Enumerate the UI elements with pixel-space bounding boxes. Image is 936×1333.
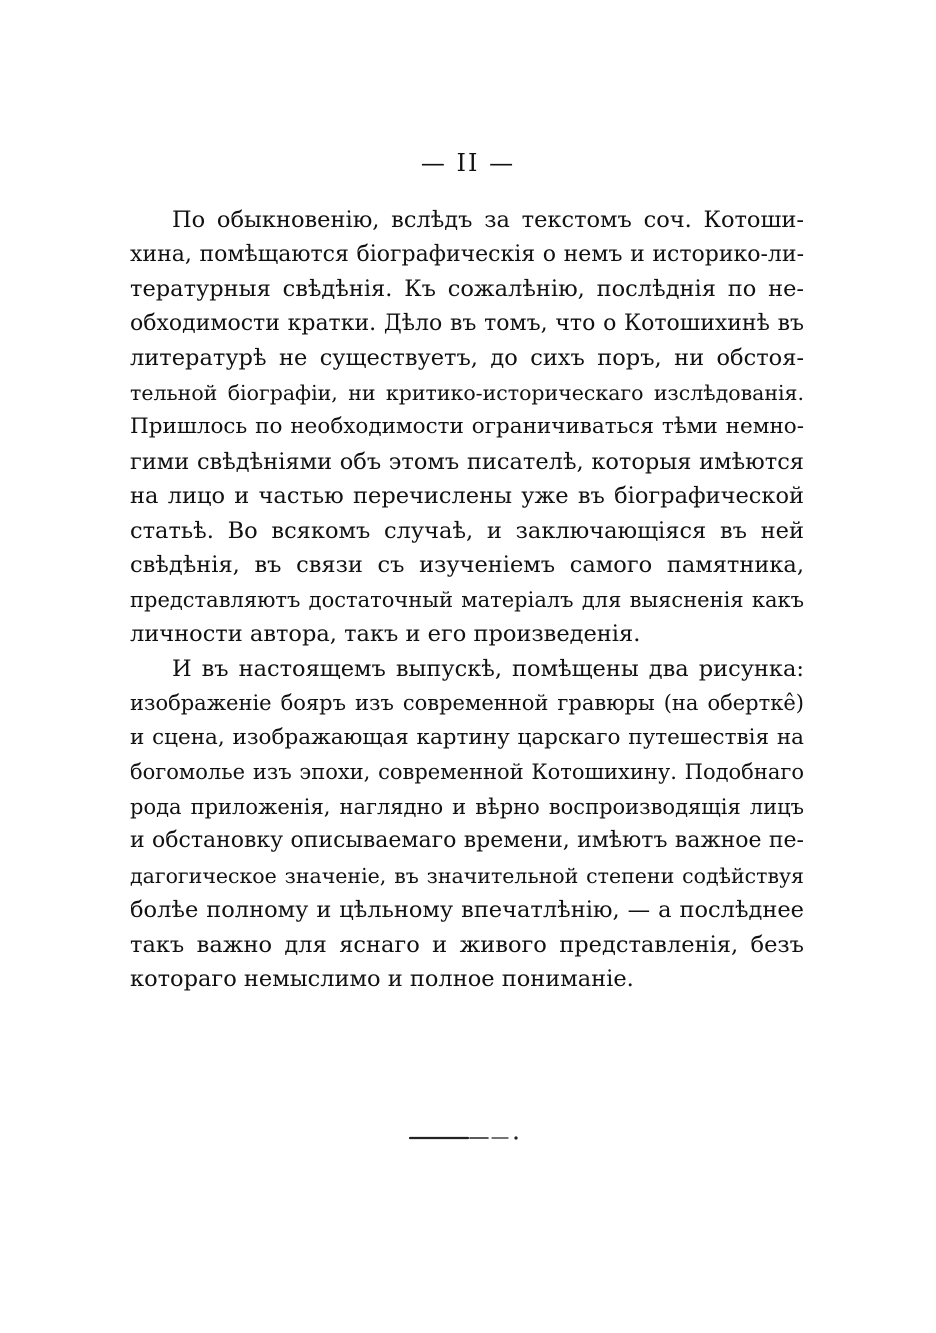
body-text	[130, 203, 804, 997]
text-line: рода приложенія, наглядно и вѣрно воспроизводящія лицъ	[130, 794, 804, 819]
text-line: обходимости кратки. Дѣло въ томъ, что о Котошихинѣ въ	[130, 310, 804, 336]
paragraph-1	[130, 203, 804, 652]
text-line: По обыкновенію, вслѣдъ за текстомъ соч. Котоши-	[172, 207, 804, 233]
text-line: представляютъ достаточный матеріалъ для выясненія какъ	[130, 587, 804, 612]
paragraph-2	[130, 652, 804, 997]
text-line: тературныя свѣдѣнія. Къ сожалѣнію, послѣднія по не-	[130, 276, 804, 302]
text-line: статьѣ. Во всякомъ случаѣ, и заключающіяся въ ней	[130, 517, 804, 544]
text-line: богомолье изъ эпохи, современной Котошихину. Подобнаго	[130, 760, 804, 784]
text-line: и обстановку описываемаго времени, имѣютъ важное пе-	[130, 828, 804, 853]
end-ornament	[408, 1134, 524, 1142]
text-line: гими свѣдѣніями объ этомъ писателѣ, которыя имѣются	[130, 448, 804, 475]
text-line: Пришлось по необходимости ограничиваться тѣми немно-	[130, 414, 804, 439]
text-line: литературѣ не существуетъ, до сихъ поръ, ни обстоя-	[130, 345, 804, 371]
text-line: И въ настоящемъ выпускѣ, помѣщены два рисунка:	[172, 655, 804, 682]
page-number: — II —	[420, 149, 516, 177]
text-line: изображеніе бояръ изъ современной гравюры (на обертке̂)	[130, 691, 804, 715]
text-line: болѣе полному и цѣльному впечатлѣнію, — а послѣднее	[130, 897, 804, 923]
text-line: и сцена, изображающая картину царскаго путешествія на	[130, 724, 804, 750]
text-line: хина, помѣщаются біографическія о немъ и историко-ли-	[130, 241, 804, 267]
text-line: котораго немыслимо и полное пониманіе.	[130, 966, 634, 992]
text-line: свѣдѣнія, въ связи съ изученіемъ самого памятника,	[130, 552, 804, 578]
text-line: тельной біографіи, ни критико-историческаго изслѣдованія.	[130, 380, 804, 405]
text-line: дагогическое значеніе, въ значительной степени содѣйствуя	[130, 863, 804, 888]
text-line: такъ важно для яснаго и живого представленія, безъ	[130, 931, 804, 958]
text-line: на лицо и частью перечислены уже въ біографической	[130, 483, 804, 509]
text-line: личности автора, такъ и его произведенія.	[130, 621, 641, 647]
